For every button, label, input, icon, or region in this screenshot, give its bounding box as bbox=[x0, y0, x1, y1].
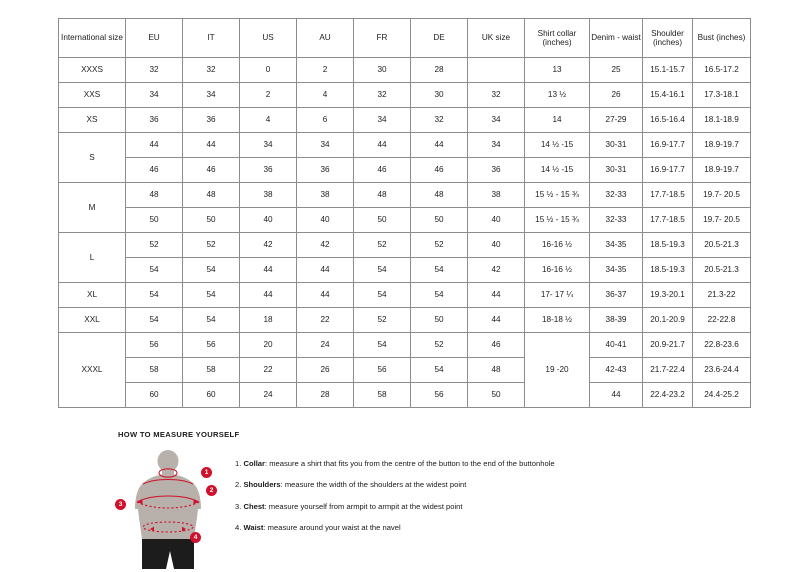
cell-international-size: XS bbox=[59, 108, 126, 133]
measure-item-number: 4. bbox=[235, 523, 242, 533]
cell-uk-size: 48 bbox=[468, 358, 525, 383]
cell-international-size: XXXS bbox=[59, 58, 126, 83]
cell-au: 28 bbox=[297, 383, 354, 408]
column-header-label: International size bbox=[61, 33, 123, 43]
cell-uk-size: 50 bbox=[468, 383, 525, 408]
table-body bbox=[59, 58, 751, 408]
cell-fr: 52 bbox=[354, 308, 411, 333]
cell-it: 48 bbox=[183, 183, 240, 208]
cell-denim-waist: 44 bbox=[590, 383, 643, 408]
cell-uk-size: 42 bbox=[468, 258, 525, 283]
cell-fr: 56 bbox=[354, 358, 411, 383]
table-row bbox=[59, 308, 751, 333]
measure-item-number: 1. bbox=[235, 459, 242, 468]
cell-shoulder: 15.1-15.7 bbox=[643, 58, 693, 83]
cell-shirt-collar: 15 ½ - 15 ¾ bbox=[525, 208, 590, 233]
column-header-bust bbox=[693, 19, 751, 58]
cell-denim-waist: 32-33 bbox=[590, 208, 643, 233]
cell-fr: 52 bbox=[354, 233, 411, 258]
cell-de: 44 bbox=[411, 133, 468, 158]
measure-item-text: : measure the width of the shoulders at the widest point bbox=[280, 480, 467, 490]
cell-shirt-collar: 18-18 ½ bbox=[525, 308, 590, 333]
cell-international-size: M bbox=[59, 183, 126, 233]
cell-fr: 48 bbox=[354, 183, 411, 208]
body-diagram bbox=[118, 447, 223, 572]
cell-denim-waist: 36-37 bbox=[590, 283, 643, 308]
cell-us: 4 bbox=[240, 108, 297, 133]
cell-shirt-collar: 14 ½ -15 bbox=[525, 158, 590, 183]
column-header-fr bbox=[354, 19, 411, 58]
badge-2-shoulders: 2 bbox=[206, 485, 217, 496]
column-header-label: AU bbox=[319, 33, 331, 43]
cell-shoulder: 20.1-20.9 bbox=[643, 308, 693, 333]
cell-shoulder: 20.9-21.7 bbox=[643, 333, 693, 358]
cell-international-size: XXS bbox=[59, 83, 126, 108]
cell-bust: 20.5-21.3 bbox=[693, 258, 751, 283]
column-header-denim-waist bbox=[590, 19, 643, 58]
cell-uk-size bbox=[468, 58, 525, 83]
cell-de: 54 bbox=[411, 283, 468, 308]
cell-shirt-collar: 13 ½ bbox=[525, 83, 590, 108]
cell-fr: 34 bbox=[354, 108, 411, 133]
measure-item-label: Shoulders bbox=[243, 480, 281, 490]
cell-de: 54 bbox=[411, 258, 468, 283]
cell-uk-size: 38 bbox=[468, 183, 525, 208]
measure-item-label: Chest bbox=[243, 501, 265, 511]
cell-de: 46 bbox=[411, 158, 468, 183]
column-header-label: UK size bbox=[481, 33, 511, 43]
cell-de: 30 bbox=[411, 83, 468, 108]
table-row bbox=[59, 158, 751, 183]
cell-shirt-collar: 14 bbox=[525, 108, 590, 133]
cell-it: 34 bbox=[183, 83, 240, 108]
table-row bbox=[59, 58, 751, 83]
table-header-row bbox=[59, 19, 751, 58]
column-header-us bbox=[240, 19, 297, 58]
cell-eu: 54 bbox=[126, 308, 183, 333]
size-chart-table bbox=[58, 18, 751, 408]
cell-denim-waist: 27-29 bbox=[590, 108, 643, 133]
cell-us: 38 bbox=[240, 183, 297, 208]
cell-bust: 18.1-18.9 bbox=[693, 108, 751, 133]
cell-shoulder: 15.4-16.1 bbox=[643, 83, 693, 108]
column-header-it bbox=[183, 19, 240, 58]
cell-fr: 54 bbox=[354, 283, 411, 308]
cell-eu: 34 bbox=[126, 83, 183, 108]
cell-bust: 18.9-19.7 bbox=[693, 158, 751, 183]
cell-au: 44 bbox=[297, 258, 354, 283]
cell-au: 24 bbox=[297, 333, 354, 358]
how-to-measure-section bbox=[118, 430, 758, 572]
cell-au: 4 bbox=[297, 83, 354, 108]
cell-shoulder: 16.9-17.7 bbox=[643, 133, 693, 158]
cell-eu: 56 bbox=[126, 333, 183, 358]
column-header-label: US bbox=[262, 33, 274, 43]
badge-4-waist: 4 bbox=[190, 532, 201, 543]
cell-de: 50 bbox=[411, 308, 468, 333]
cell-uk-size: 36 bbox=[468, 158, 525, 183]
cell-bust: 19.7- 20.5 bbox=[693, 183, 751, 208]
cell-international-size: S bbox=[59, 133, 126, 183]
table-row bbox=[59, 133, 751, 158]
cell-international-size: L bbox=[59, 233, 126, 283]
cell-bust: 22.8-23.6 bbox=[693, 333, 751, 358]
table-row bbox=[59, 258, 751, 283]
measure-instruction-item bbox=[235, 480, 555, 489]
cell-au: 36 bbox=[297, 158, 354, 183]
cell-fr: 58 bbox=[354, 383, 411, 408]
cell-bust: 22-22.8 bbox=[693, 308, 751, 333]
cell-au: 42 bbox=[297, 233, 354, 258]
cell-us: 34 bbox=[240, 133, 297, 158]
cell-au: 6 bbox=[297, 108, 354, 133]
cell-eu: 32 bbox=[126, 58, 183, 83]
cell-shoulder: 18.5-19.3 bbox=[643, 258, 693, 283]
cell-us: 36 bbox=[240, 158, 297, 183]
measure-item-label: Collar bbox=[243, 459, 265, 468]
cell-eu: 58 bbox=[126, 358, 183, 383]
torso-illustration bbox=[118, 447, 223, 572]
column-header-uk-size bbox=[468, 19, 525, 58]
cell-uk-size: 44 bbox=[468, 308, 525, 333]
cell-bust: 23.6-24.4 bbox=[693, 358, 751, 383]
cell-uk-size: 40 bbox=[468, 208, 525, 233]
table-row bbox=[59, 208, 751, 233]
cell-denim-waist: 25 bbox=[590, 58, 643, 83]
cell-it: 58 bbox=[183, 358, 240, 383]
cell-au: 40 bbox=[297, 208, 354, 233]
cell-shoulder: 21.7-22.4 bbox=[643, 358, 693, 383]
cell-uk-size: 46 bbox=[468, 333, 525, 358]
cell-shirt-collar: 17- 17 ¼ bbox=[525, 283, 590, 308]
table-row bbox=[59, 383, 751, 408]
cell-us: 0 bbox=[240, 58, 297, 83]
measure-instruction-item bbox=[235, 459, 555, 468]
column-header-label: Shoulder (inches) bbox=[651, 28, 684, 47]
cell-shirt-collar: 16-16 ½ bbox=[525, 233, 590, 258]
cell-fr: 54 bbox=[354, 333, 411, 358]
cell-eu: 44 bbox=[126, 133, 183, 158]
cell-denim-waist: 30-31 bbox=[590, 133, 643, 158]
cell-au: 38 bbox=[297, 183, 354, 208]
measure-item-text: : measure yourself from armpit to armpit at the widest point bbox=[264, 501, 463, 511]
cell-bust: 18.9-19.7 bbox=[693, 133, 751, 158]
cell-de: 52 bbox=[411, 333, 468, 358]
cell-international-size: XXL bbox=[59, 308, 126, 333]
cell-international-size: XL bbox=[59, 283, 126, 308]
cell-shoulder: 22.4-23.2 bbox=[643, 383, 693, 408]
cell-fr: 50 bbox=[354, 208, 411, 233]
column-header-de bbox=[411, 19, 468, 58]
table-row bbox=[59, 233, 751, 258]
cell-fr: 46 bbox=[354, 158, 411, 183]
cell-denim-waist: 34-35 bbox=[590, 258, 643, 283]
cell-us: 44 bbox=[240, 258, 297, 283]
cell-uk-size: 32 bbox=[468, 83, 525, 108]
cell-eu: 36 bbox=[126, 108, 183, 133]
cell-au: 2 bbox=[297, 58, 354, 83]
cell-eu: 48 bbox=[126, 183, 183, 208]
cell-denim-waist: 26 bbox=[590, 83, 643, 108]
cell-de: 56 bbox=[411, 383, 468, 408]
badge-1-collar: 1 bbox=[201, 467, 212, 478]
cell-it: 46 bbox=[183, 158, 240, 183]
cell-shoulder: 19.3-20.1 bbox=[643, 283, 693, 308]
measure-instruction-item bbox=[235, 523, 555, 532]
column-header-international-size bbox=[59, 19, 126, 58]
cell-it: 54 bbox=[183, 308, 240, 333]
cell-eu: 54 bbox=[126, 283, 183, 308]
measure-item-text: : measure a shirt that fits you from the centre of the button to the end of the buttonhole bbox=[265, 459, 555, 468]
cell-us: 2 bbox=[240, 83, 297, 108]
table-row bbox=[59, 183, 751, 208]
cell-shoulder: 16.5-16.4 bbox=[643, 108, 693, 133]
cell-eu: 60 bbox=[126, 383, 183, 408]
cell-au: 26 bbox=[297, 358, 354, 383]
column-header-eu bbox=[126, 19, 183, 58]
cell-us: 22 bbox=[240, 358, 297, 383]
cell-us: 18 bbox=[240, 308, 297, 333]
cell-au: 34 bbox=[297, 133, 354, 158]
cell-bust: 19.7- 20.5 bbox=[693, 208, 751, 233]
cell-us: 40 bbox=[240, 208, 297, 233]
cell-fr: 44 bbox=[354, 133, 411, 158]
cell-it: 50 bbox=[183, 208, 240, 233]
size-chart-container bbox=[58, 18, 746, 408]
cell-us: 24 bbox=[240, 383, 297, 408]
cell-bust: 17.3-18.1 bbox=[693, 83, 751, 108]
cell-de: 32 bbox=[411, 108, 468, 133]
cell-de: 28 bbox=[411, 58, 468, 83]
cell-de: 50 bbox=[411, 208, 468, 233]
cell-eu: 52 bbox=[126, 233, 183, 258]
cell-uk-size: 34 bbox=[468, 133, 525, 158]
column-header-au bbox=[297, 19, 354, 58]
cell-au: 22 bbox=[297, 308, 354, 333]
table-row bbox=[59, 108, 751, 133]
how-to-measure-body bbox=[118, 447, 758, 572]
cell-shoulder: 18.5-19.3 bbox=[643, 233, 693, 258]
measure-item-text: : measure around your waist at the navel bbox=[263, 523, 401, 533]
cell-denim-waist: 38-39 bbox=[590, 308, 643, 333]
cell-it: 54 bbox=[183, 258, 240, 283]
column-header-label: FR bbox=[376, 33, 388, 43]
cell-bust: 20.5-21.3 bbox=[693, 233, 751, 258]
cell-international-size: XXXL bbox=[59, 333, 126, 408]
cell-eu: 46 bbox=[126, 158, 183, 183]
cell-eu: 50 bbox=[126, 208, 183, 233]
cell-it: 60 bbox=[183, 383, 240, 408]
column-header-shirt-collar bbox=[525, 19, 590, 58]
badge-3-chest: 3 bbox=[115, 499, 126, 510]
measure-item-label: Waist bbox=[243, 523, 264, 533]
cell-de: 48 bbox=[411, 183, 468, 208]
cell-us: 42 bbox=[240, 233, 297, 258]
column-header-label: Shirt collar (inches) bbox=[537, 28, 577, 47]
cell-au: 44 bbox=[297, 283, 354, 308]
cell-denim-waist: 32-33 bbox=[590, 183, 643, 208]
measure-instructions-list bbox=[235, 459, 555, 545]
cell-bust: 16.5-17.2 bbox=[693, 58, 751, 83]
cell-shirt-collar: 14 ½ -15 bbox=[525, 133, 590, 158]
cell-denim-waist: 30-31 bbox=[590, 158, 643, 183]
cell-it: 54 bbox=[183, 283, 240, 308]
cell-shoulder: 17.7-18.5 bbox=[643, 208, 693, 233]
cell-uk-size: 44 bbox=[468, 283, 525, 308]
column-header-label: Bust (inches) bbox=[697, 33, 746, 43]
cell-it: 32 bbox=[183, 58, 240, 83]
cell-uk-size: 40 bbox=[468, 233, 525, 258]
table-row bbox=[59, 333, 751, 358]
cell-fr: 30 bbox=[354, 58, 411, 83]
cell-de: 54 bbox=[411, 358, 468, 383]
cell-bust: 21.3-22 bbox=[693, 283, 751, 308]
cell-bust: 24.4-25.2 bbox=[693, 383, 751, 408]
cell-eu: 54 bbox=[126, 258, 183, 283]
cell-fr: 32 bbox=[354, 83, 411, 108]
table-row bbox=[59, 83, 751, 108]
table-row bbox=[59, 358, 751, 383]
cell-fr: 54 bbox=[354, 258, 411, 283]
cell-it: 36 bbox=[183, 108, 240, 133]
cell-de: 52 bbox=[411, 233, 468, 258]
column-header-label: DE bbox=[433, 33, 445, 43]
cell-shirt-collar: 13 bbox=[525, 58, 590, 83]
column-header-label: Denim - waist bbox=[591, 33, 641, 43]
how-to-measure-title: HOW TO MEASURE YOURSELF bbox=[118, 430, 240, 439]
cell-us: 20 bbox=[240, 333, 297, 358]
column-header-label: EU bbox=[148, 33, 160, 43]
cell-shirt-collar: 16-16 ½ bbox=[525, 258, 590, 283]
measure-item-number: 3. bbox=[235, 501, 242, 511]
column-header-shoulder bbox=[643, 19, 693, 58]
cell-uk-size: 34 bbox=[468, 108, 525, 133]
measure-instruction-item bbox=[235, 502, 555, 511]
cell-us: 44 bbox=[240, 283, 297, 308]
cell-it: 56 bbox=[183, 333, 240, 358]
table-row bbox=[59, 283, 751, 308]
cell-it: 52 bbox=[183, 233, 240, 258]
measure-item-number: 2. bbox=[235, 480, 242, 490]
column-header-label: IT bbox=[207, 33, 215, 43]
cell-denim-waist: 40-41 bbox=[590, 333, 643, 358]
cell-shoulder: 16.9-17.7 bbox=[643, 158, 693, 183]
cell-shirt-collar: 19 -20 bbox=[525, 333, 590, 408]
cell-shoulder: 17.7-18.5 bbox=[643, 183, 693, 208]
cell-denim-waist: 34-35 bbox=[590, 233, 643, 258]
cell-shirt-collar: 15 ½ - 15 ¾ bbox=[525, 183, 590, 208]
cell-denim-waist: 42-43 bbox=[590, 358, 643, 383]
cell-it: 44 bbox=[183, 133, 240, 158]
